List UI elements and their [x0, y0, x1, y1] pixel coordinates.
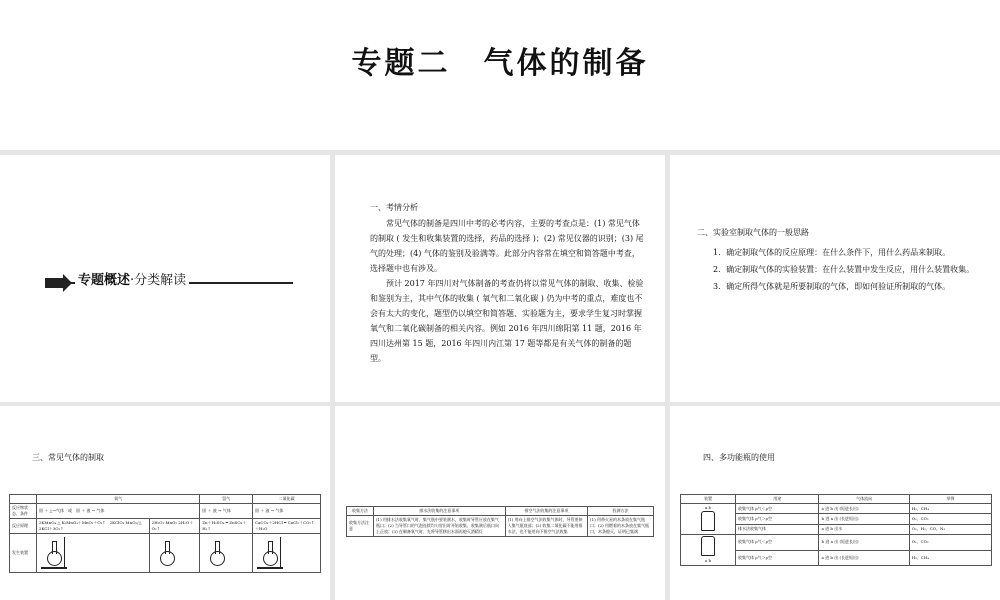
table-header: 气体流向	[819, 495, 909, 504]
table-cell: (1) 用排水法收集氧气时，集气瓶中要装满水，收集时导管应放在集气瓶口；(2) 当导管口的气泡连续均匀冒出时开始收集，收集满后瓶口向上正放；(3) 在制备氧气时，先将导管移出水面再熄灭酒精灯	[374, 516, 506, 537]
label-a: a	[704, 505, 708, 510]
bottle-cell	[681, 504, 736, 535]
table-row	[10, 504, 321, 519]
slide-overview[interactable]	[0, 155, 330, 402]
page-title: 专题二 气体的制备	[351, 46, 649, 81]
apparatus-heating-icon	[39, 535, 69, 569]
apparatus-cell	[149, 534, 200, 573]
table-header: 收集方法	[347, 507, 374, 516]
table-header: 氧气	[37, 495, 200, 504]
slide-collection-methods[interactable]	[335, 406, 665, 600]
table-cell: 2KMnO₄ △ K₂MnO₄＋MnO₂＋O₂↑ 2KClO₃ MnO₂/△ 2KCl＋3O₂↑	[37, 519, 150, 534]
slide-common-gases[interactable]	[0, 406, 330, 600]
table-cell: 收集气体 ρ气＞ρ空	[736, 550, 819, 566]
header	[0, 0, 1000, 150]
banner-bold: 专题概述	[78, 273, 131, 288]
table-cell: (1) 用向上排空气法收集气体时，导管要伸入集气瓶底部；(2) 收集二氧化碳不能用排水法，也不能用向下排空气法收集	[505, 516, 587, 537]
table-cell: 收集气体 ρ气＜ρ空	[736, 535, 819, 551]
table-cell: 固 ＋ 液 → 气体	[252, 504, 320, 519]
table-row	[10, 519, 321, 534]
row-label: 收集方法注意	[347, 516, 374, 537]
table-header: 用途	[736, 495, 819, 504]
bottle-table	[680, 494, 992, 566]
bottle-cell	[681, 535, 736, 566]
banner-text	[75, 269, 189, 288]
table-cell: Zn＋H₂SO₄ ═ ZnSO₄＋H₂↑	[200, 519, 253, 534]
slide-exam-analysis[interactable]	[335, 155, 665, 402]
gas-table	[9, 494, 321, 573]
apparatus-cell	[37, 534, 150, 573]
list-item: 1．确定制取气体的反应原理：在什么条件下，用什么药品来制取。	[713, 248, 951, 257]
collection-table	[346, 506, 654, 537]
table-row	[681, 504, 992, 514]
label-b: b	[708, 558, 712, 563]
list-item: 3．确定所得气体就是所要制取的气体，即如何验证所制取的气体。	[713, 282, 951, 291]
table-row	[10, 534, 321, 573]
row-label: 发生装置	[10, 534, 37, 573]
table-cell: a 进 b 出水	[819, 524, 909, 534]
table-header: 排空气法收集的注意事项	[505, 507, 587, 516]
table-cell: 2H₂O₂ MnO₂ 2H₂O＋O₂↑	[149, 519, 200, 534]
banner-arrow-icon	[63, 274, 72, 292]
section-heading: 一、考情分析	[370, 203, 418, 212]
overview-banner	[45, 269, 295, 291]
row-label: 反应物状态、条件	[10, 504, 37, 519]
table-header: 排水法收集的注意事项	[374, 507, 506, 516]
slide-general-approach[interactable]	[670, 155, 1000, 402]
apparatus-conical-icon	[202, 535, 232, 569]
row-label: 反应原理	[10, 519, 37, 534]
apparatus-stand-icon	[255, 535, 285, 569]
label-b: b	[708, 505, 712, 510]
table-cell: 收集气体 ρ气＜ρ空	[736, 504, 819, 514]
bottle-icon	[701, 511, 715, 531]
table-cell: O₂、CO₂	[909, 535, 991, 551]
table-header: 验满方法	[588, 507, 654, 516]
apparatus-cell	[200, 534, 253, 573]
list-item: 2．确定制取气体的实验装置：在什么装置中发生反应，用什么装置收集。	[713, 265, 975, 274]
bottle-icon	[701, 536, 715, 556]
table-cell: a 进 b 出 (长进短出)	[819, 550, 909, 566]
table-cell: O₂、CO₂	[909, 514, 991, 524]
table-cell: 固 ＋ △→气体 或 固 ＋ 液 → 气体	[37, 504, 200, 519]
table-header: 装置	[681, 495, 736, 504]
apparatus-flask-icon	[152, 535, 182, 569]
banner-rest: ·分类解读	[130, 273, 187, 288]
slide-multi-function-bottle[interactable]	[670, 406, 1000, 600]
label-a: a	[704, 558, 708, 563]
table-cell: CaCO₃＋2HCl ═ CaCl₂＋CO₂↑＋H₂O	[252, 519, 320, 534]
table-header: 二氧化碳	[252, 495, 320, 504]
table-header: 氢气	[200, 495, 253, 504]
table-cell: 排水法收集气体	[736, 524, 819, 534]
paragraph: 预计 2017 年四川对气体制备的考查仍将以常见气体的制取、收集、检验和鉴别为主，其中气体的收集 ( 氧气和二氧化碳 ) 仍为中考的重点，难度也不会有太大的变化，题型仍以填空和简答题、实验题为主，要求学生复习时掌握氧气和二氧化碳制备的相关内容。例如 2016 年四川绵阳第 11 题，2016 年四川达州第 15 题，2016 年四川内江第 17 题等都是有关气体的制备的题型。	[370, 279, 644, 363]
table-cell: 固 ＋ 液 → 气体	[200, 504, 253, 519]
section-heading: 四、多功能瓶的使用	[703, 453, 775, 462]
apparatus-cell	[252, 534, 320, 573]
table-cell: H₂、CH₄	[909, 550, 991, 566]
paragraph: 常见气体的制备是四川中考的必考内容，主要的考查点是：(1) 常见气体的制取 ( 发生和收集装置的选择，药品的选择 )；(2) 常见仪器的识别；(3) 尾气的处理；(4) 气体的鉴别及验满等。此部分内容常在填空和简答题中考查，选择题中也有涉及。	[370, 219, 644, 273]
table-cell: 收集气体 ρ气＞ρ空	[736, 514, 819, 524]
table-cell: O₂、H₂、CO、N₂	[909, 524, 991, 534]
table-cell: H₂、CH₄	[909, 504, 991, 514]
table-cell: (1) 用带火星的木条放在集气瓶口；(2) 用燃着的木条放在集气瓶口，木条熄灭，证明已集满	[588, 516, 654, 537]
table-cell: b 进 a 出 (长进短出)	[819, 514, 909, 524]
table-row	[347, 516, 654, 537]
table-row	[681, 535, 992, 551]
table-cell: a 进 b 出 (短进长出)	[819, 504, 909, 514]
section-heading: 三、常见气体的制取	[32, 453, 104, 462]
table-header: 举例	[909, 495, 991, 504]
banner-block	[45, 278, 63, 288]
section-heading: 二、实验室制取气体的一般思路	[697, 228, 809, 237]
table-header	[10, 495, 37, 504]
table-cell: b 进 a 出 (短进长出)	[819, 535, 909, 551]
